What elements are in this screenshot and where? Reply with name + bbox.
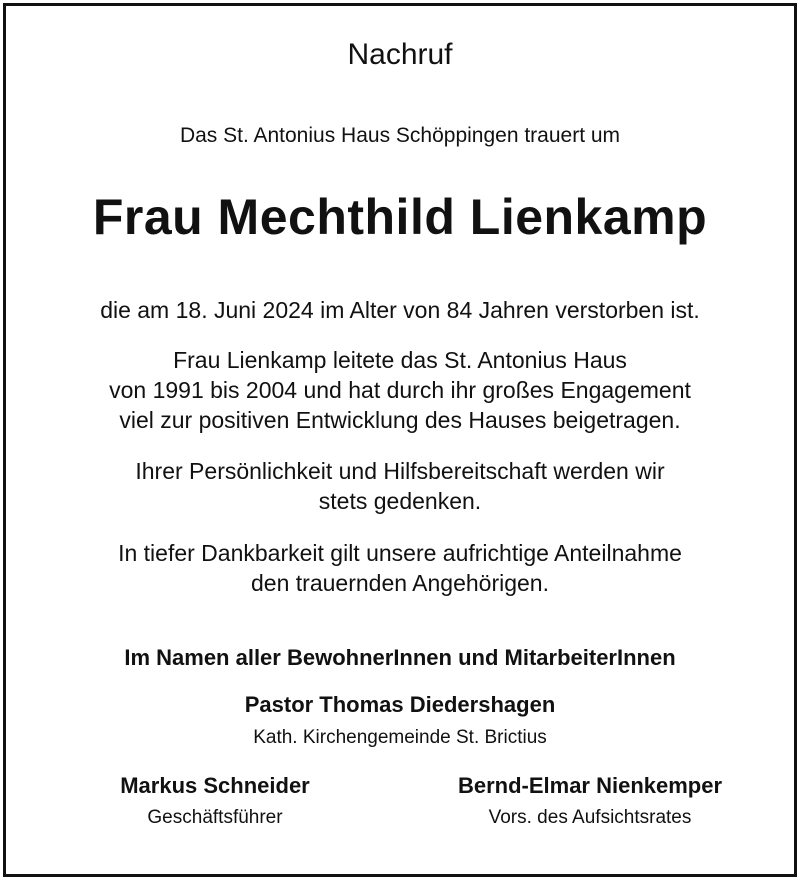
career-line: viel zur positiven Entwicklung des Hauses beigetragen. bbox=[119, 407, 681, 433]
signatory-right-role: Vors. des Aufsichtsrates bbox=[488, 807, 692, 828]
notice-heading: Nachruf bbox=[347, 38, 453, 71]
career-paragraph bbox=[0, 345, 800, 435]
condolence-line: In tiefer Dankbarkeit gilt unsere aufrichtige Anteilnahme bbox=[118, 540, 682, 566]
condolence-line: den trauernden Angehörigen. bbox=[251, 570, 549, 596]
career-line: von 1991 bis 2004 und hat durch ihr großes Engagement bbox=[109, 377, 691, 403]
death-notice-line: die am 18. Juni 2024 im Alter von 84 Jahren verstorben ist. bbox=[100, 297, 700, 323]
deceased-name: Frau Mechthild Lienkamp bbox=[92, 189, 708, 245]
signatory-left-role: Geschäftsführer bbox=[147, 807, 283, 828]
remembrance-line: stets gedenken. bbox=[318, 488, 482, 514]
signatory-right-name: Bernd-Elmar Nienkemper bbox=[457, 773, 723, 798]
pastor-role: Kath. Kirchengemeinde St. Brictius bbox=[253, 727, 547, 748]
condolence-paragraph bbox=[0, 538, 800, 598]
career-line: Frau Lienkamp leitete das St. Antonius Haus bbox=[173, 347, 627, 373]
intro-line: Das St. Antonius Haus Schöppingen trauert um bbox=[179, 124, 621, 147]
pastor-name: Pastor Thomas Diedershagen bbox=[244, 692, 556, 717]
remembrance-line: Ihrer Persönlichkeit und Hilfsbereitschaft werden wir bbox=[135, 458, 665, 484]
on-behalf-line: Im Namen aller BewohnerInnen und MitarbeiterInnen bbox=[124, 645, 676, 670]
remembrance-paragraph bbox=[0, 456, 800, 516]
signatory-left-name: Markus Schneider bbox=[120, 773, 310, 798]
